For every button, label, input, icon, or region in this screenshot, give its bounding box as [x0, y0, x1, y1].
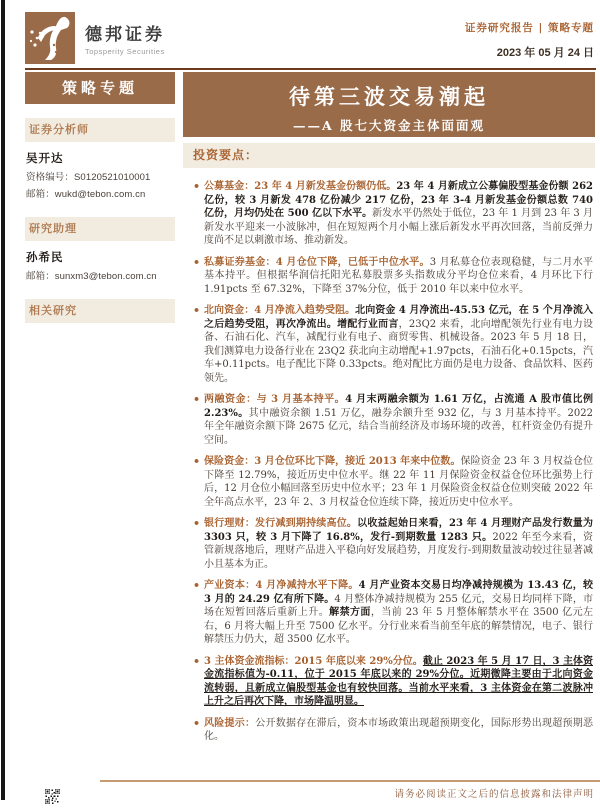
bullet-segment: 公募基金：23 年 4 月新发基金份额仍低。 [204, 181, 397, 192]
bullet-segment: 北向资金：4 月净流入趋势受阻。 [204, 305, 356, 316]
bullet-segment: 产业资本：4 月净减持水平下降。 [204, 580, 359, 591]
bullet-segment: 其中融资余额 1.51 万亿，融券余额升至 932 亿，与 3 月基本持平。2022 年全年融资余额下降 2675 亿元，结合当前经济及市场环境的改善，杠杆资金仍有提升空间。 [204, 407, 593, 446]
sidebar-section-title: 证券分析师 [25, 118, 175, 142]
sidebar-section-title: 相关研究 [25, 299, 175, 323]
bullet-item [193, 304, 593, 385]
report-category-box: 策略专题 [25, 72, 175, 104]
sidebar-section-title: 研究助理 [25, 217, 175, 241]
highlight-bullets [183, 180, 595, 744]
bullet-item [193, 180, 593, 248]
bullet-segment: 私募证券基金：4 月仓位下降，已低于中位水平。 [204, 256, 430, 268]
investment-highlights-label: 投资要点： [183, 143, 595, 168]
bullet-item [193, 579, 593, 647]
bullet-segment: 截止 2023 年 5 月 17 日，3 主体资金流指标值为-0.11，位于 2015 年底以来的 29%分位。近期微降主要由于北向资金流转弱，且新成立偏股型基金也有较快回落。当前水平来看，3 主体资金在第二波脉冲上升之后再次下降，市场降温明显。 [204, 655, 593, 707]
bullet-item [193, 256, 593, 297]
bullet-item [193, 655, 593, 709]
brand-name-en: Topsperity Securities [85, 47, 165, 56]
bullet-item [193, 393, 593, 447]
bullet-item [193, 455, 593, 509]
sidebar [25, 72, 175, 323]
report-subtitle: ——A 股七大资金主体面面观 [292, 118, 486, 133]
report-title: 待第三波交易潮起 [289, 84, 489, 109]
footer-divider-rule [100, 780, 600, 782]
bullet-segment: 23 年 4 月新成立公募偏股型基金份额 262 亿份，较 3 月新发 478 亿份减少 217 亿份，23 年 3-4 月新发基金份额总数 740 亿份，月均仍处在 500 亿以下水平。 [204, 181, 593, 219]
bullet-segment: 4 月整体净减持规模为 255 亿元，交易日均同样下降，市场在短暂回落后重新上升。 [204, 593, 593, 618]
bullet-segment: 4 月产业资本交易日均净减持规模为 13.43 亿，较 3 月的 24.29 亿有所下降。 [204, 580, 593, 605]
bullet-segment: 3 月私募仓位表现稳健，与二月水平基本持平。但根据华润信托阳光私募股票多头指数成分平均仓位来看，4 月环比下行 1.91pcts 至 67.32%，下降至 37%分位，低于 2010 年以来中位水平。 [204, 256, 593, 295]
person-detail: 资格编号：S0120521010001 [26, 172, 151, 183]
bullet-segment: ，当前 23 年 5 月整体解禁水平在 3500 亿元左右，6 月将大幅上升至 7500 亿水平。分行业来看当前至年底的解禁情况，电子、银行解禁压力仍大，超 3500 亿水平。 [204, 607, 594, 645]
bullet-segment: 保险资金 23 年 3 月权益仓位下降至 12.79%，接近历史中位水平。继 22 年 11 月保险资金权益仓位环比强势上行后，12 月仓位小幅回落至历史中位水平；23 年 1 月保险资金权益仓位则突破 2022 年全年高点水平，23 年 2、3 月权益仓位连续下降，接近历史中位水平。 [204, 456, 594, 508]
person-name: 吴开达 [26, 151, 64, 165]
bullet-segment: 北向资金 4 月净流出-45.53 亿元，在 5 个月净流入之后趋势受阻，再次净流出。增配行业而言 [204, 305, 593, 330]
title-box [183, 72, 595, 137]
person-name: 孙希民 [26, 250, 64, 264]
bullet-segment: 风险提示： [204, 717, 256, 729]
bullet-segment: 2022 年至今来看，资管新规落地后，理财产品进入平稳向好发展趋势，月度发行-到期数量波动较过往显著减小且基本为正。 [204, 531, 593, 570]
bullet-segment: 4 月末两融余额为 1.61 万亿，占流通 A 股市值比例 2.23%。 [204, 394, 593, 419]
header [25, 12, 594, 66]
bullet-item [193, 717, 593, 744]
sidebar-sections [25, 118, 175, 323]
report-date: 2023 年 05 月 24 日 [496, 47, 594, 59]
bullet-segment: 3 主体资金流指标：2015 年底以来 29%分位。 [204, 655, 423, 667]
bullet-segment: 两融资金：与 3 月基本持平。 [204, 394, 346, 405]
bullet-segment: 解禁方面 [329, 607, 371, 618]
bullet-item [193, 517, 593, 571]
header-divider-rule [25, 68, 596, 70]
bullet-segment: 公开数据存在滞后，资本市场政策出现超预期变化，国际形势出现超预期恶化。 [204, 717, 594, 742]
header-meta-block [465, 20, 594, 60]
person-detail: 邮箱：wukd@tebon.com.cn [26, 189, 146, 200]
person-detail: 邮箱：sunxm3@tebon.com.cn [26, 271, 157, 282]
brand-name-cn: 德邦证券 [85, 25, 165, 44]
bullet-segment: 保险资金：3 月仓位环比下降，接近 2013 年来中位数。 [204, 456, 461, 467]
report-type-label: 证券研究报告 | 策略专题 [464, 22, 594, 34]
bullet-segment: 以收益起始日来看，23 年 4 月理财产品发行数量为 3303 只，较 3 月下降了 16.8%，发行-到期数量 1283 只。 [204, 518, 594, 543]
bullet-segment: 新发水平仍然处于低位，23 年 1 月到 23 年 3 月新发水平迎来一小波脉冲，但在短短两个月小幅上涨后新发水平再次回落，当前反弹力度尚不足以刺激市场、推动新发。 [204, 208, 593, 246]
qr-code-icon [44, 789, 61, 808]
footer-disclaimer: 请务必阅读正文之后的信息披露和法律声明 [394, 789, 594, 800]
bullet-segment: ，23Q2 来看，北向增配领先行业有电力设备、石油石化、汽车，减配行业有电子、商贸零售、机械设备。2023 年 5 月 18 日，我们测算电力设备行业在 23Q2 获北向主动增配+1.97pcts，石油石化+0.15pcts，汽车+0.11pcts。电子配比下降 0.33pcts。绝对配比方面仍是电力设备、食品饮料、医药领先。 [204, 318, 594, 384]
brand-block [85, 20, 165, 56]
main-content [183, 72, 595, 752]
page-left-edge-strip [1, 0, 5, 800]
leopard-logo-icon [25, 12, 75, 64]
bullet-segment: 银行理财：发行减到期持续高位。 [204, 518, 358, 529]
